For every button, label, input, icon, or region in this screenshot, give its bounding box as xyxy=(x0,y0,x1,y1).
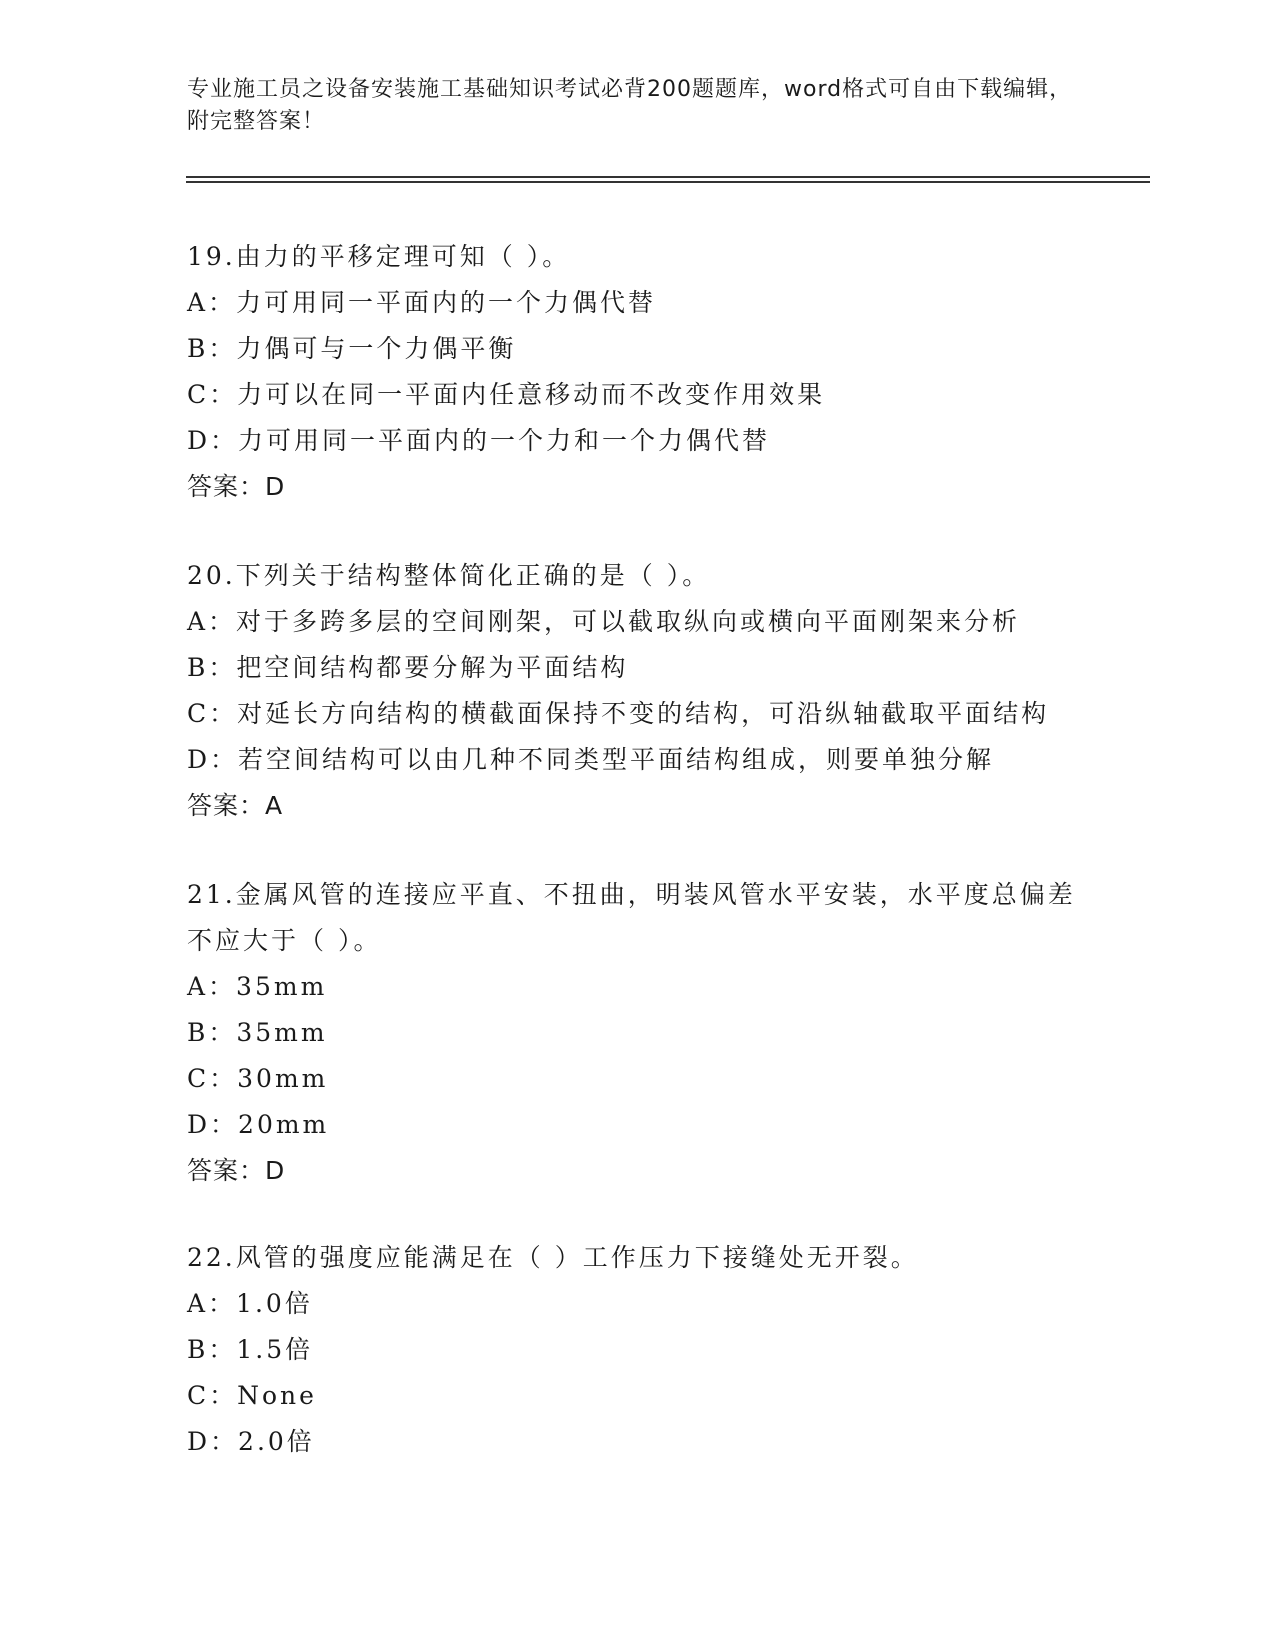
question-stem: 20.下列关于结构整体简化正确的是（ ）。 xyxy=(187,561,711,590)
option-c: C：力可以在同一平面内任意移动而不改变作用效果 xyxy=(187,380,826,409)
question-stem: 19.由力的平移定理可知（ ）。 xyxy=(187,242,571,271)
option-b: B：把空间结构都要分解为平面结构 xyxy=(187,653,629,682)
answer: 答案：A xyxy=(187,791,284,820)
option-c: C：对延长方向结构的横截面保持不变的结构，可沿纵轴截取平面结构 xyxy=(187,699,1050,728)
option-a: A：35mm xyxy=(187,972,328,1001)
option-d: D：20mm xyxy=(187,1110,330,1139)
option-b: B：力偶可与一个力偶平衡 xyxy=(187,334,517,363)
question-stem: 22.风管的强度应能满足在（ ）工作压力下接缝处无开裂。 xyxy=(187,1243,919,1272)
question-20 xyxy=(187,553,1087,829)
question-stem: 21.金属风管的连接应平直、不扭曲，明装风管水平安装，水平度总偏差不应大于（ ）。 xyxy=(187,880,1076,955)
option-a: A：力可用同一平面内的一个力偶代替 xyxy=(187,288,657,317)
answer: 答案：D xyxy=(187,1156,286,1185)
question-19 xyxy=(187,234,1087,510)
option-c: C：None xyxy=(187,1381,317,1410)
option-a: A：1.0倍 xyxy=(187,1289,313,1318)
option-a: A：对于多跨多层的空间刚架，可以截取纵向或横向平面刚架来分析 xyxy=(187,607,1021,636)
question-22 xyxy=(187,1235,1087,1465)
option-b: B：1.5倍 xyxy=(187,1335,314,1364)
document-header: 专业施工员之设备安装施工基础知识考试必背200题题库，word格式可自由下载编辑，附完整答案！ xyxy=(187,77,1073,134)
answer: 答案：D xyxy=(187,472,286,501)
option-d: D：若空间结构可以由几种不同类型平面结构组成，则要单独分解 xyxy=(187,745,995,774)
option-d: D：力可用同一平面内的一个力和一个力偶代替 xyxy=(187,426,771,455)
option-d: D：2.0倍 xyxy=(187,1427,315,1456)
option-c: C：30mm xyxy=(187,1064,329,1093)
header-divider-bottom xyxy=(186,181,1150,183)
option-b: B：35mm xyxy=(187,1018,328,1047)
question-21 xyxy=(187,872,1087,1194)
header-divider-top xyxy=(186,176,1150,178)
